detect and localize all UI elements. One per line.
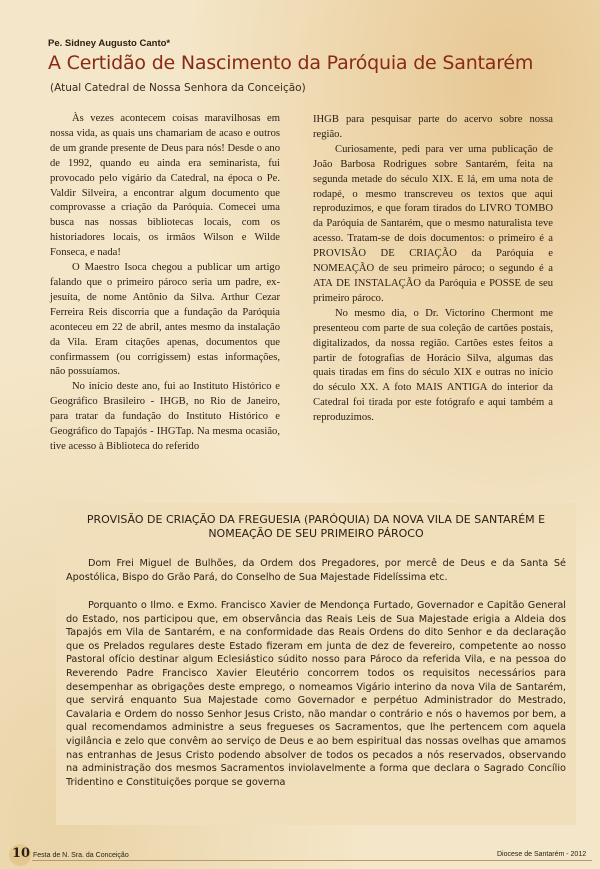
author-line: Pe. Sidney Augusto Canto* bbox=[48, 38, 171, 49]
right-paragraph-1: IHGB para pesquisar parte do acervo sobre nossa região. bbox=[313, 114, 553, 140]
document-box-title: PROVISÃO DE CRIAÇÃO DA FREGUESIA (PARÓQUIA) DA NOVA VILA DE SANTARÉM E NOMEAÇÃO DE SEU PRIMEIRO PÁROCO bbox=[86, 513, 546, 540]
right-paragraph-3: No mesmo dia, o Dr. Victorino Chermont me presenteou com parte de sua coleção de cartões postais, digitalizados, da nossa região. Cartões estes feitos a partir de fotografias de Horácio Silva, algumas das quais tiradas em fins do século XIX e outras no início do século XX. A foto MAIS ANTIGA do interior da Catedral foi tirada por este fotógrafo e aqui também a reproduzimos. bbox=[313, 307, 553, 424]
article-subtitle: (Atual Catedral de Nossa Senhora da Conceição) bbox=[50, 82, 306, 94]
footer-diocese: Diocese de Santarém - 2012 bbox=[497, 851, 587, 858]
left-column bbox=[50, 112, 280, 455]
page-number: 10 bbox=[12, 846, 31, 861]
document-paragraph-1: Dom Frei Miguel de Bulhões, da Ordem dos Pregadores, por mercê de Deus e da Santa Sé Apostólica, Bispo do Grão Pará, do Conselho de Sua Majestade Fidelíssima etc. bbox=[66, 558, 566, 583]
left-paragraph-1: Às vezes acontecem coisas maravilhosas em nossa vida, as quais uns chamariam de acaso e outros de um grande presente de Deus para nós! Desde o ano de 1992, quando eu ainda era seminarista, fui provocado pelo vigário da Catedral, na época o Pe. Valdir Silveira, a encontrar algum documento que comprovasse a criação da Paróquia. Comecei uma busca nas nossas bibliotecas locais, com os historiadores locais, os irmãos Wilson e Wilde Fonseca, e nada! bbox=[50, 113, 280, 259]
right-paragraph-2: Curiosamente, pedi para ver uma publicação de João Barbosa Rodrigues sobre Santarém, feita na segunda metade do século XIX. E lá, em uma nota de rodapé, o mesmo transcreveu os textos que aqui reproduzimos, e que foram tirados do LIVRO TOMBO da Paróquia de Santarém, que o mesmo naturalista teve acesso. Tratam-se de dois documentos: o primeiro é a PROVISÃO DE CRIAÇÃO da Paróquia e NOMEAÇÃO de seu primeiro pároco; o segundo é a ATA DE INSTALAÇÃO da Paróquia e POSSE de seu primeiro pároco. bbox=[313, 143, 553, 304]
left-paragraph-3: No início deste ano, fui ao Instituto Histórico e Geográfico Brasileiro - IHGB, no Rio de Janeiro, para tratar da fundação do Instituto Histórico e Geográfico do Tapajós - IHGTap. Na mesma ocasião, tive acesso à Biblioteca do referido bbox=[50, 381, 280, 452]
right-column bbox=[313, 113, 553, 426]
document-paragraph-2: Porquanto o Ilmo. e Exmo. Francisco Xavier de Mendonça Furtado, Governador e Capitão General do Estado, nos participou que, em observância das Reais Leis de Sua Majestade erigia a Aldeia dos Tapajós em Vila de Santarém, e na conformidade das Reais Ordens do dito Senhor e da declaração que os Prelados regulares deste Estado fizeram em junta de dez de fevereiro, competente ao nosso Pastoral ofício destinar algum Eclesiástico súdito nosso para Pároco da referida Vila, e na pessoa do Reverendo Padre Francisco Xavier Eleutério concorrem todos os requisitos necessários para desempenhar as obrigações deste emprego, o nomeamos Vigário interino da nova Vila de Santarém, que servirá enquanto Sua Majestade como Governador e perpétuo Administrador do Mestrado, Cavalaria e Ordem do nosso Senhor Jesus Cristo, não mandar o contrário e nós o havemos por bem, a qual recomendamos administre a seus fregueses os Sacramentos, que lhe pertencem com aquela vigilância e zelo que convêm ao serviço de Deus e ao bem espiritual das nossas ovelhas que amamos nas entranhas de Jesus Cristo podendo absolver de todos os pecados a nós reservados, observando na administração dos mesmos Sacramentos inviolavelmente a forma que declara o Sagrado Concílio Tridentino e Constituições porque se governa bbox=[66, 600, 566, 788]
left-paragraph-2: O Maestro Isoca chegou a publicar um artigo falando que o primeiro pároco seria um padre, ex-jesuíta, de nome Antônio da Silva. Arthur Cezar Ferreira Reis discorria que a fundação da Paróquia aconteceu em 22 de abril, antes mesmo da instalação da Vila. Eram citações apenas, documentos que confirmassem (ou corrigissem) estas informações, não possuíamos. bbox=[50, 262, 280, 378]
article-title: A Certidão de Nascimento da Paróquia de Santarém bbox=[48, 52, 534, 74]
footer-publication: Festa de N. Sra. da Conceição bbox=[33, 852, 129, 859]
footer-divider bbox=[32, 860, 592, 861]
